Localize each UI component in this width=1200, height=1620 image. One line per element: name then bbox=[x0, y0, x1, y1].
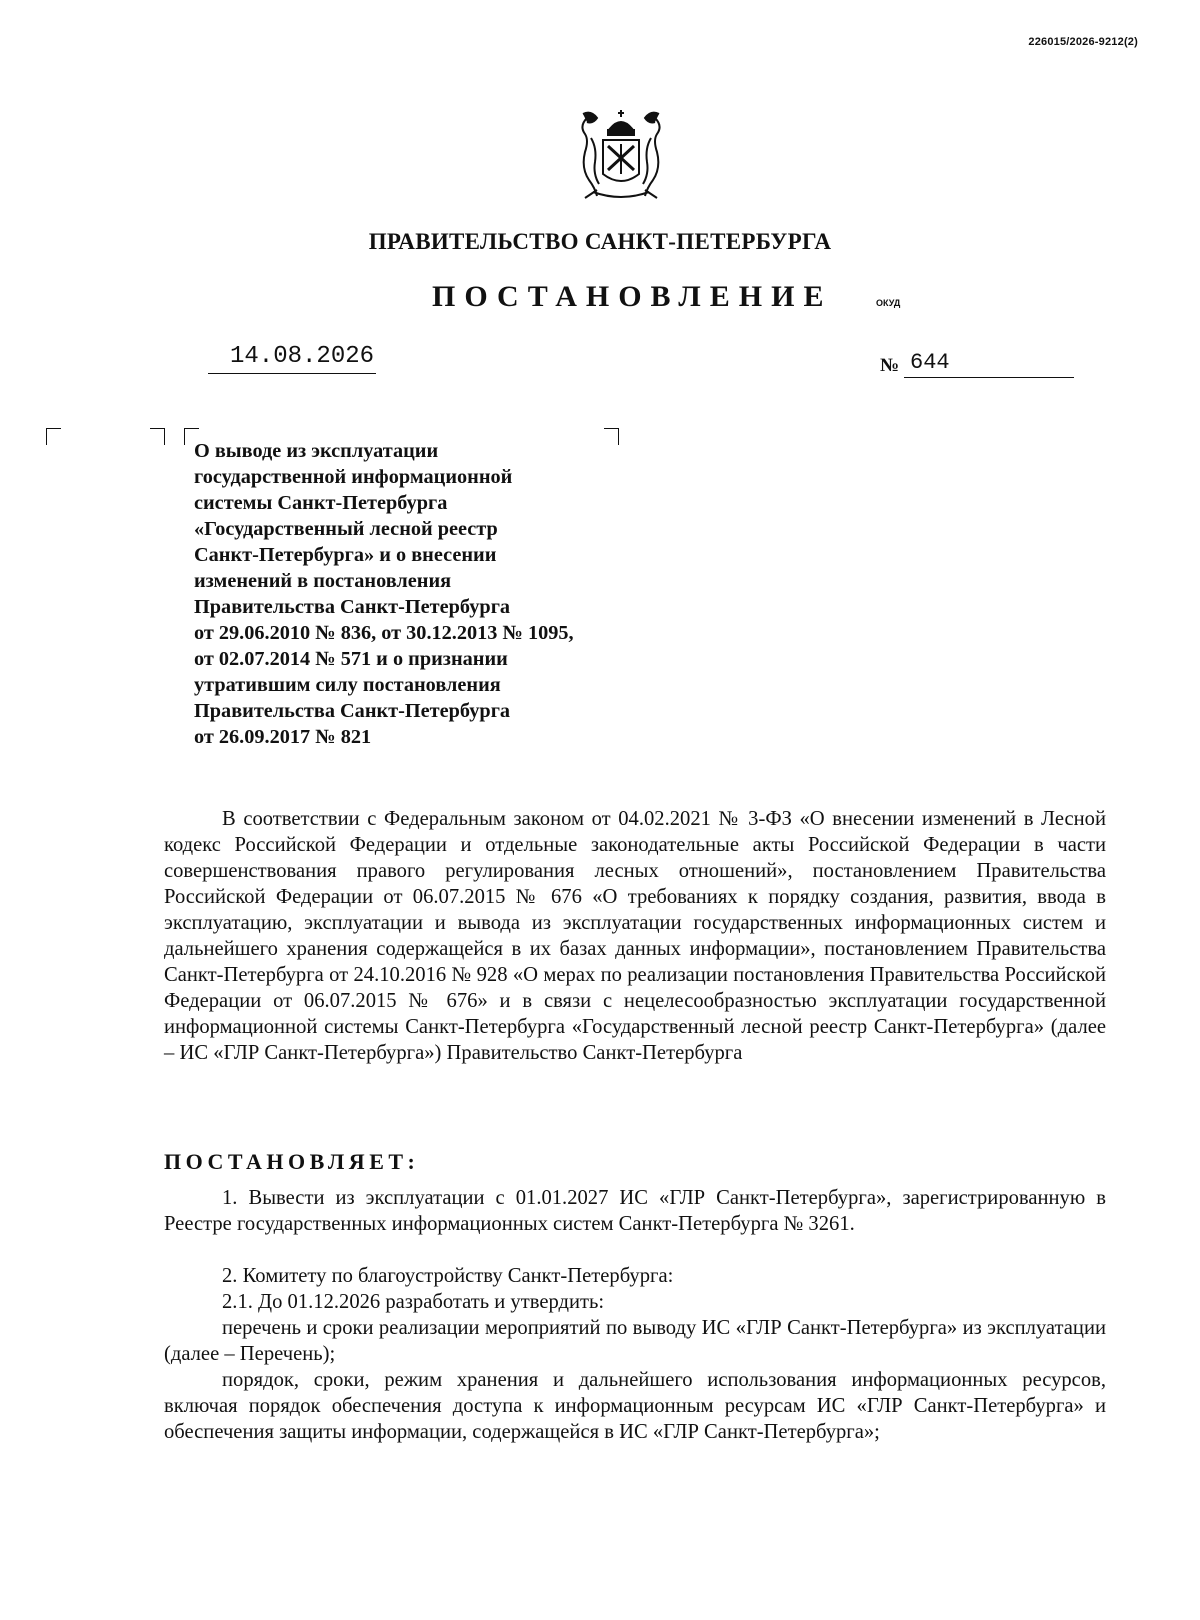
decree-heading: ПОСТАНОВЛЯЕТ: bbox=[164, 1149, 420, 1174]
subject-line: «Государственный лесной реестр bbox=[194, 518, 498, 540]
item-2-1: 2.1. До 01.12.2026 разработать и утвердить: bbox=[222, 1291, 605, 1313]
document-type: ПОСТАНОВЛЕНИЕ bbox=[432, 280, 833, 313]
corner-mark-top-right bbox=[150, 428, 165, 445]
subject-line: государственной информационной bbox=[194, 466, 513, 488]
subject-line: О выводе из эксплуатации bbox=[194, 440, 439, 462]
document-date: 14.08.2026 bbox=[208, 343, 376, 374]
registration-number: 226015/2026-9212(2) bbox=[1028, 36, 1138, 48]
issuing-authority: ПРАВИТЕЛЬСТВО САНКТ-ПЕТЕРБУРГА bbox=[368, 229, 832, 254]
subject-line: утратившим силу постановления bbox=[194, 674, 501, 696]
subject-line: Правительства Санкт-Петербурга bbox=[194, 700, 511, 722]
item-1: 1. Вывести из эксплуатации с 01.01.2027 ИС «ГЛР Санкт-Петербурга», зарегистрированную в Реестре государственных информационных систем Санкт-Петербурга № 3261. bbox=[164, 1187, 1106, 1235]
subject-line: Правительства Санкт-Петербурга bbox=[194, 596, 511, 618]
item-2: 2. Комитету по благоустройству Санкт-Петербурга: bbox=[222, 1265, 674, 1287]
subject-line: изменений в постановления bbox=[194, 570, 452, 592]
document-number: 644 bbox=[904, 350, 1074, 378]
document-subject bbox=[194, 438, 664, 750]
list-item-storage-procedure: порядок, сроки, режим хранения и дальнейшего использования информационных ресурсов, включая порядок обеспечения доступа к информационным ресурсам ИС «ГЛР Санкт-Петербурга» и обеспечения защиты информации, содержащейся в ИС «ГЛР Санкт-Петербурга»; bbox=[164, 1369, 1106, 1443]
list-item-events: перечень и сроки реализации мероприятий по выводу ИС «ГЛР Санкт-Петербурга» из эксплуатации (далее – Перечень); bbox=[164, 1317, 1106, 1365]
preamble-paragraph: В соответствии с Федеральным законом от 04.02.2021 № 3-ФЗ «О внесении изменений в Лесной кодекс Российской Федерации и отдельные законодательные акты Российской Федерации в части совершенствования правого регулирования лесных отношений», постановлением Правительства Российской Федерации от 06.07.2015 № 676 «О требованиях к порядку создания, развития, ввода в эксплуатацию, эксплуатации и вывода из эксплуатации государственных информационных систем и дальнейшего хранения содержащейся в их базах данных информации», постановлением Правительства Санкт-Петербурга от 24.10.2016 № 928 «О мерах по реализации постановления Правительства Российской Федерации от 06.07.2015 № 676» и в связи с нецелесообразностью эксплуатации государственной информационной системы Санкт-Петербурга «Государственный лесной реестр Санкт-Петербурга» (далее – ИС «ГЛР Санкт-Петербурга») Правительство Санкт-Петербурга bbox=[164, 808, 1106, 1064]
subject-line: от 29.06.2010 № 836, от 30.12.2013 № 1095, bbox=[194, 622, 574, 644]
number-sign: № bbox=[880, 355, 900, 376]
subject-line: от 02.07.2014 № 571 и о признании bbox=[194, 648, 508, 670]
okud-label: ОКУД bbox=[876, 298, 901, 308]
corner-mark-top-left bbox=[46, 428, 61, 445]
subject-line: системы Санкт-Петербурга bbox=[194, 492, 448, 514]
coat-of-arms-icon bbox=[575, 108, 667, 203]
subject-line: от 26.09.2017 № 821 bbox=[194, 726, 372, 748]
subject-line: Санкт-Петербурга» и о внесении bbox=[194, 544, 497, 566]
